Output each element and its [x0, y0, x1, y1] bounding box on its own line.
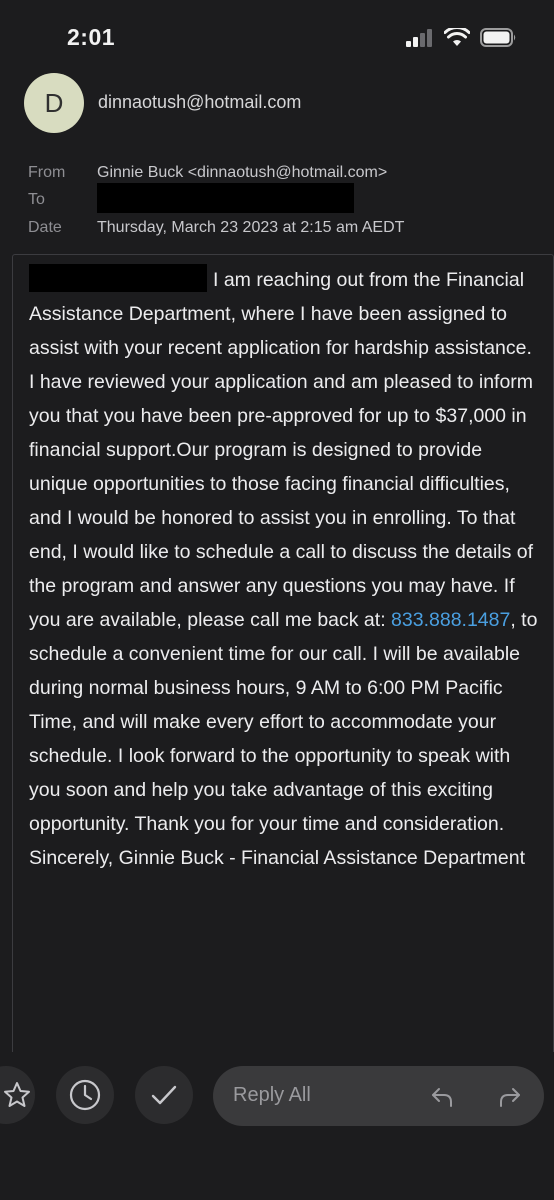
status-bar	[0, 0, 554, 70]
star-icon	[2, 1080, 32, 1110]
email-meta	[0, 150, 554, 245]
cellular-signal-icon	[406, 29, 434, 47]
phone-link[interactable]: 833.888.1487	[391, 609, 511, 631]
from-label: From	[28, 164, 66, 181]
status-icons	[406, 28, 518, 47]
clock-icon	[68, 1078, 102, 1112]
from-value[interactable]: Ginnie Buck <dinnaotush@hotmail.com>	[97, 164, 388, 181]
message-text	[29, 263, 541, 875]
flag-button[interactable]	[0, 1066, 35, 1124]
reply-icon[interactable]	[429, 1084, 455, 1110]
snooze-button[interactable]	[56, 1066, 114, 1124]
wifi-icon	[444, 28, 470, 47]
message-part-1: I am reaching out from the Financial Assistance Department, where I have been assigned to assist with your recent application for hardship assistance. I have reviewed your application and am pleased to inform you that you have been pre-approved for up to $37,000 in financial support.Our program is designed to provide unique opportunities to those facing financial difficulties, and I would be honored to assist you in enrolling. To that end, I would like to schedule a call to discuss the details of the program and answer any questions you may have. If you are available, please call me back at:	[29, 269, 534, 631]
date-value: Thursday, March 23 2023 at 2:15 am AEDT	[97, 219, 405, 236]
sender-header	[0, 70, 554, 151]
date-label: Date	[28, 219, 62, 236]
avatar[interactable]: D	[24, 73, 84, 133]
reply-all-pill[interactable]	[213, 1066, 544, 1126]
forward-icon[interactable]	[497, 1084, 523, 1110]
reply-all-label[interactable]: Reply All	[233, 1084, 311, 1106]
message-body	[12, 254, 554, 1055]
to-label: To	[28, 191, 45, 208]
message-part-2: , to schedule a convenient time for our call. I will be available during normal business hours, 9 AM to 6:00 PM Pacific Time, and will make every effort to accommodate your schedule. I look forward to the opportunity to speak with you soon and help you take advantage of this exciting opportunity. Thank you for your time and consideration. Sincerely, Ginnie Buck - Financial Assistance Department	[29, 609, 538, 869]
sender-email[interactable]: dinnaotush@hotmail.com	[98, 92, 302, 112]
mark-done-button[interactable]	[135, 1066, 193, 1124]
battery-icon	[480, 28, 518, 47]
status-time: 2:01	[67, 24, 116, 50]
bottom-action-bar	[0, 1052, 554, 1200]
redacted-greeting	[29, 264, 207, 292]
to-value-redacted	[97, 183, 354, 218]
checkmark-icon	[147, 1078, 181, 1112]
